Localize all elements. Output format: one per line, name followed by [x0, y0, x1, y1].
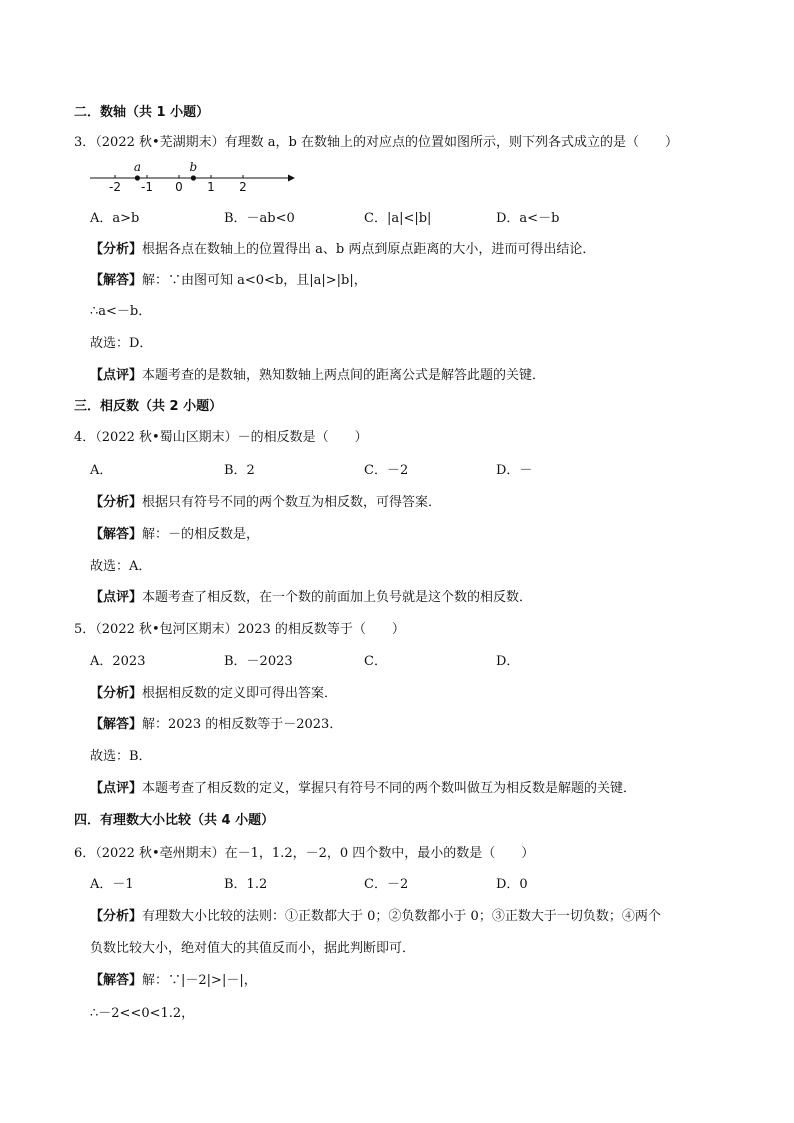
- number-line-point-b: [191, 175, 196, 180]
- number-line-tick-label: 1: [207, 180, 215, 194]
- analysis-text: 根据相反数的定义即可得出答案．: [142, 686, 338, 701]
- q6-option-c: C．－2: [364, 877, 409, 892]
- q3-solution-line-2: ∴a<－b．: [90, 304, 152, 319]
- solution-tag: 【解答】: [90, 527, 143, 542]
- number-line-tick-label: 2: [239, 180, 247, 194]
- q6-analysis: [90, 908, 661, 926]
- question-6-stem: 6．（2022 秋•亳州期末）在－1，1.2，－2，0 四个数中，最小的数是（ ）: [74, 846, 535, 861]
- section-heading-number-line: 二．数轴（共 1 小题）: [74, 105, 210, 120]
- q4-option-d: D．－: [496, 463, 533, 478]
- q4-analysis: [90, 494, 441, 512]
- q3-answer: 故选：D．: [90, 336, 153, 351]
- analysis-text: 根据只有符号不同的两个数互为相反数，可得答案．: [142, 495, 442, 510]
- q3-option-d: D．a<－b: [496, 211, 560, 226]
- comment-text: 本题考查了相反数的定义，掌握只有符号不同的两个数叫做互为相反数是解题的关键．: [142, 781, 637, 796]
- q3-option-a: A．a>b: [90, 211, 140, 226]
- comment-tag: 【点评】: [90, 781, 143, 796]
- comment-tag: 【点评】: [90, 590, 143, 605]
- comment-text: 本题考查了相反数，在一个数的前面加上负号就是这个数的相反数．: [142, 590, 533, 605]
- solution-text: 解：2023 的相反数等于－2023．: [142, 717, 343, 732]
- q5-option-d: D．: [496, 654, 520, 669]
- analysis-tag: 【分析】: [90, 242, 143, 257]
- question-3-stem: 3．（2022 秋•芜湖期末）有理数 a，b 在数轴上的对应点的位置如图所示，则下列各式成立的是（ ）: [74, 135, 678, 150]
- solution-tag: 【解答】: [90, 273, 143, 288]
- q6-option-a: A．－1: [90, 877, 134, 892]
- q5-comment: [90, 780, 636, 798]
- q3-solution: [90, 272, 367, 290]
- q6-solution: [90, 972, 257, 990]
- q4-option-b: B．2: [224, 463, 255, 478]
- solution-tag: 【解答】: [90, 973, 143, 988]
- section-heading-opposite-numbers: 三．相反数（共 2 小题）: [74, 399, 223, 414]
- question-4-stem: 4．（2022 秋•蜀山区期末）－的相反数是（ ）: [74, 430, 368, 445]
- q6-analysis-line-2: 负数比较大小，绝对值大的其值反而小，据此判断即可．: [90, 941, 416, 956]
- solution-tag: 【解答】: [90, 717, 143, 732]
- q5-analysis: [90, 685, 337, 703]
- analysis-text: 根据各点在数轴上的位置得出 a、b 两点到原点距离的大小，进而可得出结论．: [142, 242, 596, 257]
- comment-text: 本题考查的是数轴，熟知数轴上两点间的距离公式是解答此题的关键．: [142, 368, 546, 383]
- section-heading-compare-rationals: 四．有理数大小比较（共 4 小题）: [74, 813, 275, 828]
- comment-tag: 【点评】: [90, 368, 143, 383]
- number-line-figure: [88, 158, 298, 194]
- q4-option-c: C．－2: [364, 463, 409, 478]
- q5-option-a: A．2023: [90, 654, 146, 669]
- q4-comment: [90, 589, 532, 607]
- q3-comment: [90, 367, 545, 385]
- analysis-tag: 【分析】: [90, 909, 143, 924]
- question-5-stem: 5．（2022 秋•包河区期末）2023 的相反数等于（ ）: [74, 622, 405, 637]
- q6-option-b: B．1.2: [224, 877, 268, 892]
- q5-solution: [90, 716, 342, 734]
- number-line-point-a-label: a: [133, 160, 141, 174]
- q5-option-b: B．－2023: [224, 654, 293, 669]
- q5-answer: 故选：B．: [90, 749, 152, 764]
- analysis-tag: 【分析】: [90, 495, 143, 510]
- solution-text: 解：∵由图可知 a<0<b，且|a|>|b|，: [142, 273, 367, 288]
- analysis-tag: 【分析】: [90, 686, 143, 701]
- q3-option-b: B．－ab<0: [224, 211, 295, 226]
- number-line-arrow: [288, 175, 295, 182]
- q4-option-a: A．: [90, 463, 113, 478]
- q3-analysis: [90, 241, 595, 259]
- q5-option-c: C．: [364, 654, 387, 669]
- solution-text: 解：∵|－2|>|－|，: [142, 973, 257, 988]
- q4-answer: 故选：A．: [90, 559, 152, 574]
- q6-option-d: D．0: [496, 877, 528, 892]
- q4-solution: [90, 526, 259, 544]
- number-line-tick-label: -1: [141, 180, 153, 194]
- number-line-tick-label: 0: [175, 180, 183, 194]
- solution-text: 解：－的相反数是，: [142, 527, 260, 542]
- q3-option-c: C．|a|<|b|: [364, 211, 432, 226]
- number-line-tick-label: -2: [109, 180, 121, 194]
- number-line-point-b-label: b: [189, 160, 198, 174]
- q6-solution-line-2: ∴－2<<0<1.2，: [90, 1006, 195, 1021]
- analysis-text: 有理数大小比较的法则：①正数都大于 0；②负数都小于 0；③正数大于一切负数；④两个: [142, 909, 661, 924]
- number-line-point-a: [135, 175, 140, 180]
